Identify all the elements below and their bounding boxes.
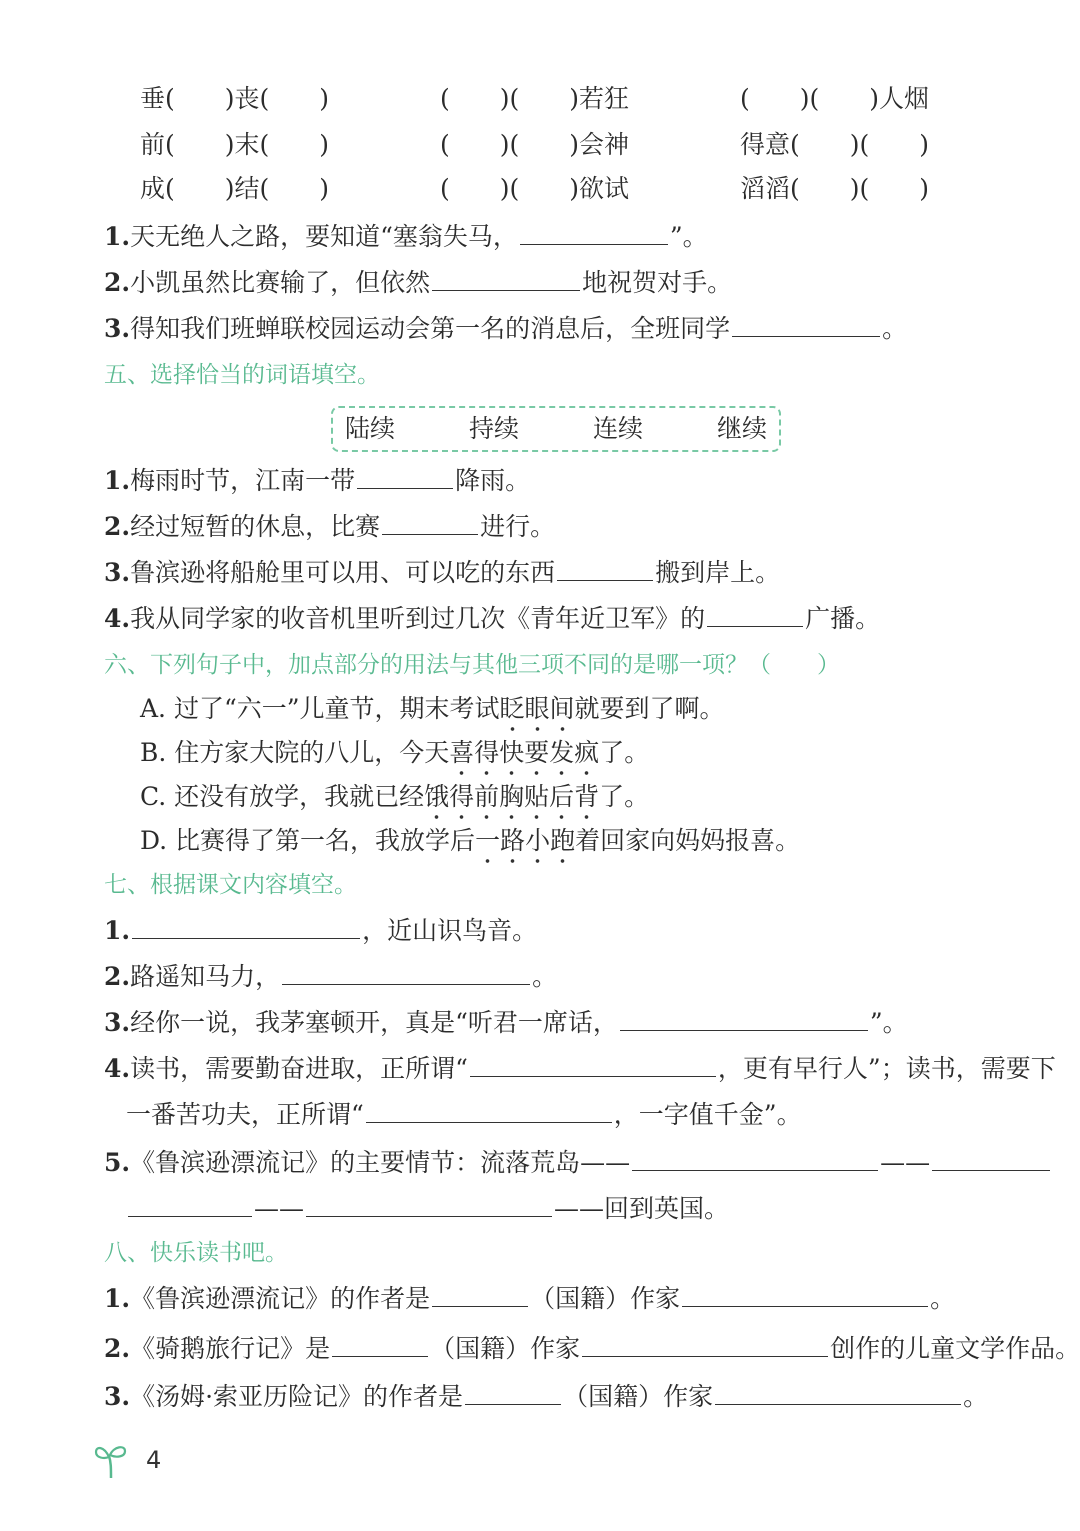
item-text: 得知我们班蝉联校园运动会第一名的消息后，全班同学 bbox=[130, 314, 731, 343]
word-option: 持续 bbox=[469, 414, 520, 443]
item-text: ”。 bbox=[869, 1008, 908, 1037]
item-text: 。 bbox=[930, 1284, 956, 1313]
option-text: A. 过了“六一”儿童节，期末考试 bbox=[140, 694, 500, 723]
item-text: 搬到岸上。 bbox=[655, 558, 781, 587]
item-number: 2. bbox=[104, 512, 131, 541]
answer-blank[interactable] bbox=[465, 1382, 561, 1405]
item-text: —— bbox=[880, 1148, 931, 1177]
fill-item bbox=[104, 266, 732, 300]
item-text: ，一字值千金”。 bbox=[613, 1100, 802, 1129]
item-number: 3. bbox=[104, 1382, 131, 1411]
word-bank bbox=[331, 406, 781, 452]
idiom-cell: 垂( )丧( ) bbox=[140, 84, 330, 113]
answer-blank[interactable] bbox=[632, 1148, 878, 1171]
choice-option[interactable] bbox=[140, 780, 649, 814]
fill-item bbox=[104, 464, 530, 498]
item-text: 。 bbox=[532, 962, 558, 991]
idiom-cell: 滔滔( )( ) bbox=[740, 174, 930, 203]
item-text: 鲁滨逊将船舱里可以用、可以吃的东西 bbox=[130, 558, 556, 587]
item-text: 《汤姆·索亚历险记》的作者是 bbox=[130, 1382, 464, 1411]
item-number: 5. bbox=[104, 1148, 131, 1177]
answer-blank[interactable] bbox=[932, 1148, 1050, 1171]
idiom-cell: 得意( )( ) bbox=[740, 130, 930, 159]
idiom-cell: 前( )末( ) bbox=[140, 130, 330, 159]
item-text: 广播。 bbox=[805, 604, 881, 633]
idiom-cell: ( )( )若狂 bbox=[440, 84, 630, 113]
answer-blank[interactable] bbox=[382, 512, 478, 535]
choice-option[interactable] bbox=[140, 736, 649, 770]
answer-blank[interactable] bbox=[732, 314, 880, 337]
item-text: ——回到英国。 bbox=[554, 1194, 730, 1223]
item-text: （国籍）作家 bbox=[530, 1284, 681, 1313]
item-text: （国籍）作家 bbox=[430, 1334, 581, 1363]
idiom-cell: 成( )结( ) bbox=[140, 174, 330, 203]
answer-blank[interactable] bbox=[332, 1334, 428, 1357]
item-text: 《骑鹅旅行记》是 bbox=[130, 1334, 331, 1363]
word-option: 连续 bbox=[593, 414, 644, 443]
answer-blank[interactable] bbox=[682, 1284, 928, 1307]
item-text: 梅雨时节，江南一带 bbox=[130, 466, 356, 495]
answer-blank[interactable] bbox=[432, 1284, 528, 1307]
section-heading: 五、选择恰当的词语填空。 bbox=[104, 362, 380, 388]
section-heading: 八、快乐读书吧。 bbox=[104, 1240, 288, 1266]
dotted-phrase: 喜得快要发疯 bbox=[449, 738, 599, 777]
item-number: 3. bbox=[104, 1008, 131, 1037]
item-number: 2. bbox=[104, 962, 131, 991]
fill-item bbox=[104, 556, 780, 590]
item-number: 1. bbox=[104, 916, 131, 945]
answer-blank[interactable] bbox=[306, 1194, 552, 1217]
option-text: D. 比赛得了第一名，我放学后 bbox=[140, 826, 476, 855]
idiom-cell: ( )( )欲试 bbox=[440, 174, 630, 203]
section-heading: 七、根据课文内容填空。 bbox=[104, 872, 357, 898]
fill-item bbox=[104, 1282, 955, 1316]
idiom-cell: ( )( )会神 bbox=[440, 130, 630, 159]
item-text: 小凯虽然比赛输了，但依然 bbox=[130, 268, 431, 297]
item-text: 地祝贺对手。 bbox=[582, 268, 733, 297]
item-number: 4. bbox=[104, 604, 131, 633]
dotted-phrase: 一路小跑 bbox=[475, 826, 575, 865]
item-text: 。 bbox=[882, 314, 908, 343]
item-number: 4. bbox=[104, 1054, 131, 1083]
answer-blank[interactable] bbox=[282, 962, 530, 985]
item-text: ，更有早行人”；读书，需要下 bbox=[717, 1054, 1056, 1083]
item-text: 创作的儿童文学作品。 bbox=[830, 1334, 1080, 1363]
item-text: 天无绝人之路，要知道“塞翁失马， bbox=[130, 222, 518, 251]
item-text: 经过短暂的休息，比赛 bbox=[130, 512, 381, 541]
answer-blank[interactable] bbox=[132, 916, 360, 939]
answer-blank[interactable] bbox=[357, 466, 453, 489]
dotted-phrase: 眨眼间 bbox=[500, 694, 575, 733]
answer-blank[interactable] bbox=[520, 222, 668, 245]
item-text: 路遥知马力， bbox=[130, 962, 281, 991]
fill-item-continued bbox=[126, 1192, 729, 1226]
fill-item bbox=[104, 312, 907, 346]
item-text: 。 bbox=[963, 1382, 989, 1411]
item-text: 经你一说，我茅塞顿开，真是“听君一席话， bbox=[130, 1008, 618, 1037]
fill-item bbox=[104, 914, 537, 948]
option-text: B. 住方家大院的八儿，今天 bbox=[140, 738, 450, 767]
fill-item bbox=[104, 220, 708, 254]
item-text: 《鲁滨逊漂流记》的主要情节：流落荒岛—— bbox=[130, 1148, 631, 1177]
idiom-cell: ( )( )人烟 bbox=[740, 84, 930, 113]
page-number: 4 bbox=[146, 1446, 162, 1474]
word-option: 继续 bbox=[717, 414, 768, 443]
item-text: 进行。 bbox=[480, 512, 556, 541]
answer-blank[interactable] bbox=[128, 1194, 252, 1217]
answer-blank[interactable] bbox=[582, 1334, 828, 1357]
answer-blank[interactable] bbox=[715, 1382, 961, 1405]
item-text: —— bbox=[254, 1194, 304, 1223]
option-text: 了。 bbox=[599, 738, 650, 767]
option-text: 着回家向妈妈报喜。 bbox=[575, 826, 801, 855]
fill-item bbox=[104, 1006, 908, 1040]
fill-item-continued bbox=[126, 1098, 802, 1132]
item-text: 一番苦功夫，正所谓“ bbox=[126, 1100, 364, 1129]
item-number: 1. bbox=[104, 222, 131, 251]
sprout-icon bbox=[94, 1440, 128, 1480]
item-text: 《鲁滨逊漂流记》的作者是 bbox=[130, 1284, 431, 1313]
fill-item bbox=[104, 1146, 1052, 1180]
answer-blank[interactable] bbox=[557, 558, 653, 581]
answer-blank[interactable] bbox=[366, 1100, 612, 1123]
fill-item bbox=[104, 510, 555, 544]
choice-option[interactable] bbox=[140, 824, 800, 858]
fill-item bbox=[104, 602, 880, 636]
item-number: 1. bbox=[104, 466, 131, 495]
item-number: 3. bbox=[104, 314, 131, 343]
fill-item bbox=[104, 1052, 1056, 1086]
item-text: 降雨。 bbox=[455, 466, 531, 495]
item-text: （国籍）作家 bbox=[563, 1382, 714, 1411]
answer-blank[interactable] bbox=[707, 604, 803, 627]
item-number: 3. bbox=[104, 558, 131, 587]
item-text: ”。 bbox=[669, 222, 708, 251]
fill-item bbox=[104, 1332, 1080, 1366]
option-text: C. 还没有放学，我就已经 bbox=[140, 782, 425, 811]
item-text: 我从同学家的收音机里听到过几次《青年近卫军》的 bbox=[130, 604, 706, 633]
answer-blank[interactable] bbox=[432, 268, 580, 291]
choice-option[interactable] bbox=[140, 692, 725, 726]
item-text: 读书，需要勤奋进取，正所谓“ bbox=[130, 1054, 468, 1083]
section-heading: 六、下列句子中，加点部分的用法与其他三项不同的是哪一项？（ ） bbox=[104, 652, 840, 678]
word-option: 陆续 bbox=[345, 414, 396, 443]
option-text: 了。 bbox=[599, 782, 650, 811]
dotted-phrase: 饿得前胸贴后背 bbox=[424, 782, 599, 821]
answer-blank[interactable] bbox=[620, 1008, 868, 1031]
option-text: 就要到了啊。 bbox=[574, 694, 725, 723]
answer-blank[interactable] bbox=[470, 1054, 716, 1077]
item-number: 2. bbox=[104, 268, 131, 297]
fill-item bbox=[104, 960, 557, 994]
item-number: 2. bbox=[104, 1334, 131, 1363]
item-text: ，近山识鸟音。 bbox=[362, 916, 538, 945]
item-number: 1. bbox=[104, 1284, 131, 1313]
fill-item bbox=[104, 1380, 988, 1414]
